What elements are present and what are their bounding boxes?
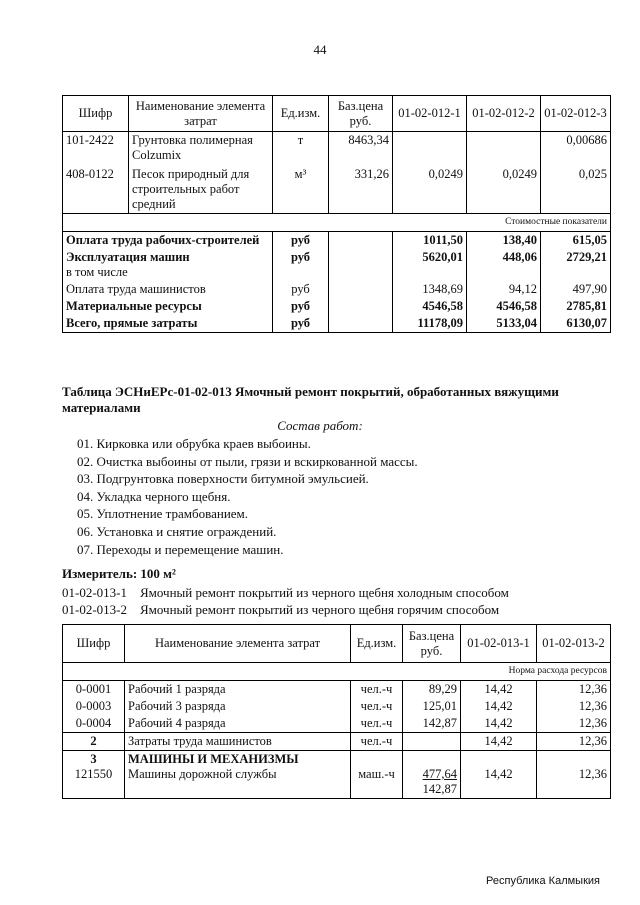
row-v3: 0,00686 [541,132,611,166]
row-name: Рабочий 3 разряда [125,698,351,715]
list-item: 03. Подгрунтовка поверхности битумной эмульсией. [77,471,369,487]
resource-table-013 [62,624,611,799]
header-price: Баз.цена руб. [403,625,461,663]
row-name: Затраты труда машинистов [125,733,351,751]
cost-v2: 5133,04 [467,315,541,333]
variant-text: Ямочный ремонт покрытий из черного щебня холодным способом [140,585,509,600]
row-v1 [393,132,467,166]
cost-name: Всего, прямые затраты [63,315,273,333]
table-row [63,698,611,715]
header-price: Баз.цена руб. [329,96,393,132]
header-unit: Ед.изм. [273,96,329,132]
row-v2: 12,36 [578,767,607,781]
row-v1: 14,42 [461,715,537,733]
row-v1: 0,0249 [393,166,467,214]
variant-item [62,601,509,618]
header-variant-1: 01-02-013-1 [461,625,537,663]
cost-sub: в том числе [66,265,128,279]
group-name: МАШИНЫ И МЕХАНИЗМЫ [128,752,299,766]
row-unit: м³ [273,166,329,214]
row-code: 0-0004 [63,715,125,733]
row-price: 331,26 [329,166,393,214]
row-code: 408-0122 [63,166,129,214]
cost-v3: 2785,81 [541,298,611,315]
row-v2: 0,0249 [467,166,541,214]
cost-v2: 448,06 [467,249,541,281]
table-row [63,733,611,751]
cost-unit: руб [273,315,329,333]
row-price: 142,87 [403,715,461,733]
header-variant-3: 01-02-012-3 [541,96,611,132]
row-v2: 12,36 [537,681,611,699]
cost-row [63,298,611,315]
row-price-2: 142,87 [422,782,457,796]
header-unit: Ед.изм. [351,625,403,663]
row-price: 89,29 [403,681,461,699]
header-name: Наименование элемента затрат [125,625,351,663]
cost-v2: 4546,58 [467,298,541,315]
variant-item [62,584,509,601]
cost-v1: 1011,50 [393,232,467,250]
row-price: 125,01 [403,698,461,715]
cost-v1: 5620,01 [393,249,467,281]
cost-v1: 4546,58 [393,298,467,315]
row-name: Песок природный для строительных работ средний [129,166,273,214]
work-steps [77,435,418,558]
section-label: Норма расхода ресурсов [63,663,611,681]
row-v1: 14,42 [461,698,537,715]
table-row [63,751,611,799]
cost-v3: 2729,21 [541,249,611,281]
row-unit: т [273,132,329,166]
row-v2: 12,36 [537,715,611,733]
header-code: Шифр [63,625,125,663]
row-name: Машины дорожной службы [128,767,277,781]
cost-unit: руб [273,232,329,250]
cost-name: Оплата труда рабочих-строителей [63,232,273,250]
group-code: 3 [90,752,97,766]
cost-name: Оплата труда машинистов [63,281,273,298]
row-code: 2 [63,733,125,751]
row-v2: 12,36 [537,733,611,751]
table-heading: Таблица ЭСНиЕРс-01-02-013 Ямочный ремонт покрытий, обработанных вяжущими материалами [62,384,559,415]
cost-unit: руб [273,249,329,281]
cost-unit: руб [273,298,329,315]
table-row [63,132,611,166]
cost-v3: 6130,07 [541,315,611,333]
row-v1: 14,42 [461,733,537,751]
row-v2 [467,132,541,166]
row-unit: чел.-ч [351,681,403,699]
header-variant-2: 01-02-013-2 [537,625,611,663]
meter: Измеритель: 100 м² [62,566,176,581]
row-unit: маш.-ч [358,767,395,781]
row-code: 0-0001 [63,681,125,699]
cost-row [63,249,611,281]
cost-v3: 497,90 [541,281,611,298]
row-unit: чел.-ч [351,715,403,733]
row-code: 121550 [74,767,113,781]
footer-region: Республика Калмыкия [486,875,600,887]
list-item: 04. Укладка черного щебня. [77,488,231,504]
row-v1: 14,42 [484,767,513,781]
cost-name: Эксплуатация машин [66,250,190,264]
table-row [63,681,611,699]
cost-v1: 1348,69 [393,281,467,298]
header-code: Шифр [63,96,129,132]
list-item: 07. Переходы и перемещение машин. [77,541,284,557]
row-v1: 14,42 [461,681,537,699]
cost-name: Материальные ресурсы [63,298,273,315]
row-price [403,733,461,751]
row-name: Рабочий 4 разряда [125,715,351,733]
header-variant-1: 01-02-012-1 [393,96,467,132]
list-item: 06. Установка и снятие ограждений. [77,523,277,539]
cost-v3: 615,05 [541,232,611,250]
row-code: 101-2422 [63,132,129,166]
header-name: Наименование элемента затрат [129,96,273,132]
row-v3: 0,025 [541,166,611,214]
table-row [63,715,611,733]
table-row [63,166,611,214]
resource-table-012 [62,95,611,333]
list-item: 01. Кирковка или обрубка краев выбоины. [77,436,311,451]
cost-v1: 11178,09 [393,315,467,333]
header-variant-2: 01-02-012-2 [467,96,541,132]
list-item: 05. Уплотнение трамбованием. [77,506,249,522]
cost-row [63,315,611,333]
section-label: Стоимостные показатели [63,214,611,232]
page-number: 44 [313,42,327,57]
variant-code: 01-02-013-2 [62,602,127,617]
row-price: 8463,34 [329,132,393,166]
variant-text: Ямочный ремонт покрытий из черного щебня горячим способом [140,602,500,617]
row-name: Грунтовка полимерная Colzumix [129,132,273,166]
cost-v2: 138,40 [467,232,541,250]
row-name: Рабочий 1 разряда [125,681,351,699]
cost-unit: руб [273,281,329,298]
row-unit: чел.-ч [351,698,403,715]
cost-row [63,232,611,250]
cost-row [63,281,611,298]
list-item: 02. Очистка выбоины от пыли, грязи и вскиркованной массы. [77,453,418,469]
row-price: 477,64 [422,767,457,781]
row-code: 0-0003 [63,698,125,715]
composition-title: Состав работ: [277,418,363,433]
row-v2: 12,36 [537,698,611,715]
variant-code: 01-02-013-1 [62,585,127,600]
cost-v2: 94,12 [467,281,541,298]
variants [62,584,509,618]
row-unit: чел.-ч [351,733,403,751]
